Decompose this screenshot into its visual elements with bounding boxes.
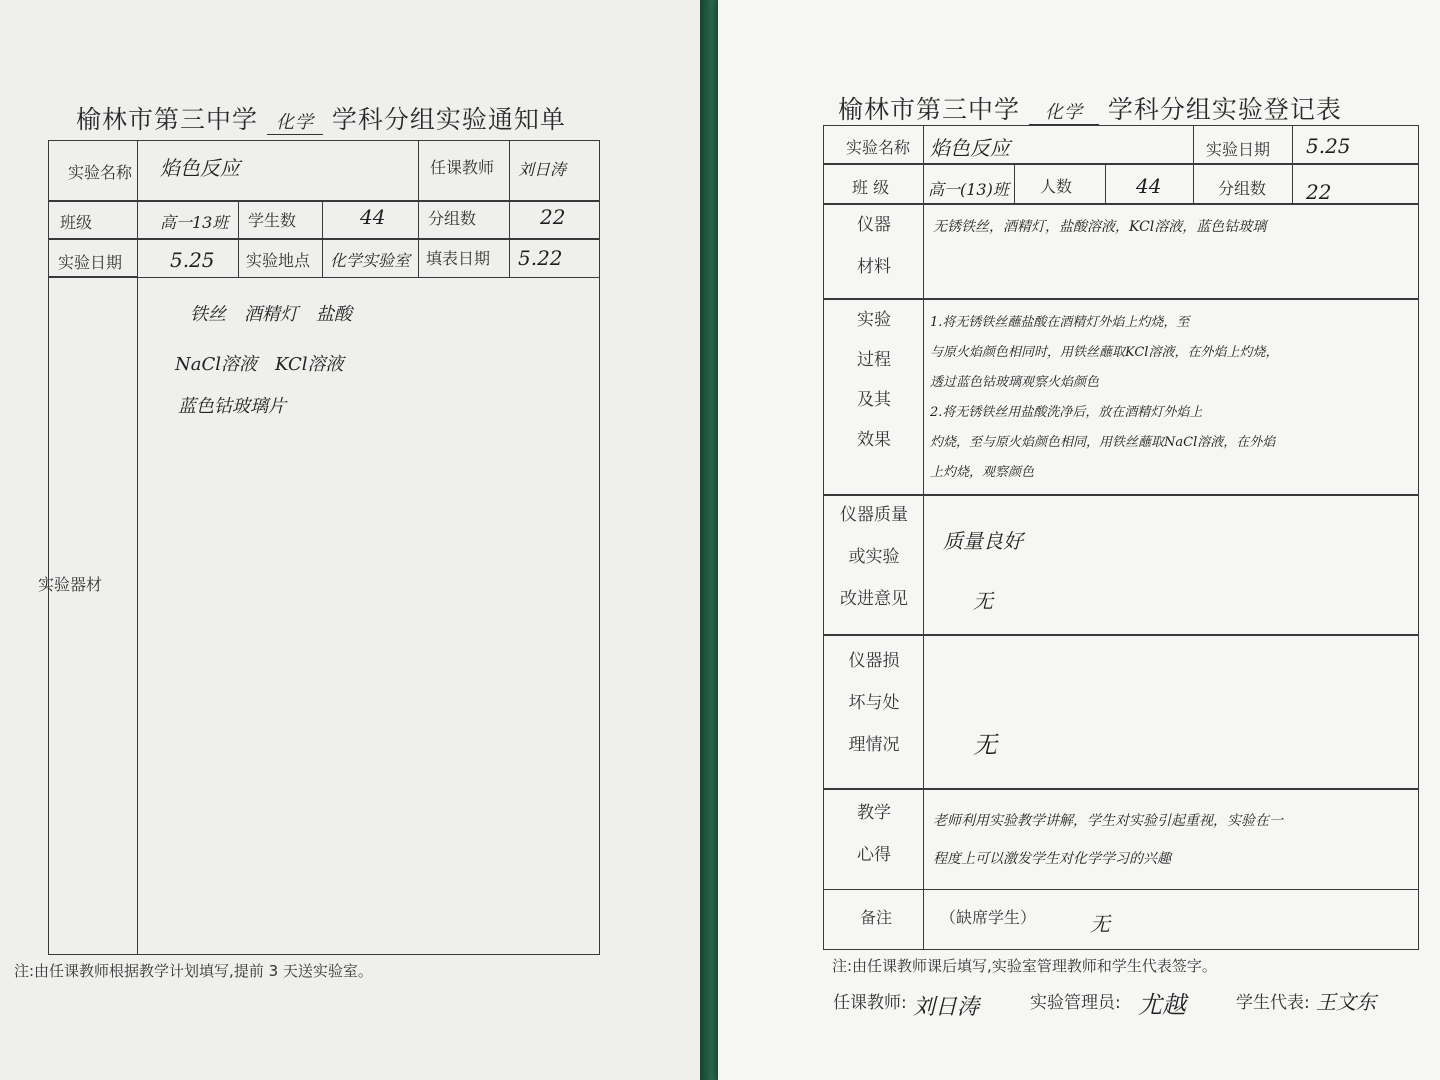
label-line: 过程	[857, 350, 891, 370]
register-form-sheet	[718, 0, 1440, 1080]
label-damage	[824, 640, 924, 766]
label-line: 改进意见	[840, 589, 908, 609]
process-line: 2.将无锈铁丝用盐酸洗净后，放在酒精灯外焰上	[930, 405, 1203, 420]
label-experiment-name: 实验名称	[846, 138, 911, 157]
label-group-count: 分组数	[428, 209, 477, 228]
label-line: 教学	[857, 803, 891, 823]
value-group-count: 22	[540, 205, 566, 229]
label-process	[824, 300, 924, 460]
label-experiment-name: 实验名称	[68, 163, 133, 182]
label-line: 坏与处	[848, 693, 900, 713]
value-teacher: 刘日涛	[518, 160, 567, 179]
title-form-name: 学科分组实验登记表	[1107, 95, 1342, 124]
label-line: 实验	[857, 310, 891, 330]
value-experiment-name: 焰色反应	[930, 136, 1010, 160]
title-school: 榆林市第三中学	[76, 105, 259, 134]
value-class: 高一(13)班	[928, 180, 1009, 199]
admin-signature: 尤越	[1138, 991, 1186, 1019]
label-line: 及其	[857, 390, 891, 410]
label-fill-date: 填表日期	[426, 249, 491, 268]
label-group-count: 分组数	[1218, 179, 1267, 198]
value-teaching	[933, 802, 1413, 878]
value-damage: 无	[973, 731, 997, 759]
label-teacher-signature: 任课教师:	[833, 993, 907, 1013]
process-line: 透过蓝色钴玻璃观察火焰颜色	[930, 375, 1100, 390]
teaching-line: 老师利用实验教学讲解，学生对实验引起重视，实验在一	[933, 813, 1283, 829]
label-equipment: 实验器材	[38, 575, 103, 594]
label-absent-students: （缺席学生）	[940, 908, 1037, 927]
value-location: 化学实验室	[330, 251, 411, 270]
label-line: 效果	[857, 430, 891, 450]
label-class: 班级	[60, 213, 93, 232]
label-line: 仪器	[857, 215, 891, 235]
label-people: 人数	[1040, 177, 1073, 196]
value-experiment-name: 焰色反应	[160, 156, 240, 180]
label-remark: 备注	[860, 908, 893, 927]
label-line: 理情况	[848, 735, 900, 755]
value-quality: 质量良好	[943, 529, 1023, 553]
label-teacher: 任课教师	[430, 158, 495, 177]
col-equipment-label	[48, 276, 138, 955]
label-line: 心得	[857, 845, 891, 865]
teaching-line: 程度上可以激发学生对化学学习的兴趣	[933, 851, 1171, 867]
student-signature: 王文东	[1316, 990, 1376, 1014]
value-experiment-date: 5.25	[1306, 134, 1351, 158]
label-quality	[824, 494, 924, 620]
value-people: 44	[1136, 174, 1162, 198]
footer-note: 注:由任课教师根据教学计划填写,提前 3 天送实验室。	[14, 962, 373, 980]
title-subject: 化学	[267, 108, 323, 135]
equipment-line: NaCl溶液 KCl溶液	[175, 354, 344, 375]
label-student-count: 学生数	[248, 211, 297, 230]
notice-form-sheet	[0, 0, 705, 1080]
equipment-line: 铁丝 酒精灯 盐酸	[190, 304, 352, 325]
label-teaching	[824, 792, 924, 876]
value-instruments: 无锈铁丝，酒精灯，盐酸溶液，KCl溶液，蓝色钴玻璃	[933, 219, 1267, 235]
value-fill-date: 5.22	[518, 246, 563, 270]
value-experiment-date: 5.25	[170, 248, 215, 272]
label-experiment-date: 实验日期	[58, 253, 123, 272]
process-line: 灼烧，至与原火焰颜色相同，用铁丝蘸取NaCl溶液，在外焰	[930, 435, 1276, 450]
label-admin-signature: 实验管理员:	[1030, 993, 1121, 1013]
value-absent-students: 无	[1090, 912, 1110, 936]
value-improvement: 无	[973, 589, 993, 613]
label-line: 仪器质量	[840, 505, 908, 525]
value-process	[930, 308, 1410, 488]
title-subject: 化学	[1029, 98, 1099, 125]
title-school: 榆林市第三中学	[838, 95, 1021, 124]
value-student-count: 44	[360, 205, 386, 229]
process-line: 上灼烧，观察颜色	[930, 465, 1035, 480]
label-location: 实验地点	[246, 251, 311, 270]
footer-note: 注:由任课教师课后填写,实验室管理教师和学生代表签字。	[832, 957, 1217, 975]
label-line: 仪器损	[848, 651, 900, 671]
teacher-signature: 刘日涛	[913, 995, 980, 1020]
label-student-signature: 学生代表:	[1236, 993, 1310, 1013]
label-instruments	[824, 204, 924, 288]
value-group-count: 22	[1306, 180, 1332, 204]
title-form-name: 学科分组实验通知单	[331, 105, 566, 134]
register-form-title	[838, 90, 1342, 126]
process-line: 与原火焰颜色相同时，用铁丝蘸取KCl溶液，在外焰上灼烧，	[930, 345, 1279, 360]
notice-form-title	[76, 100, 566, 136]
equipment-line: 蓝色钴玻璃片	[178, 396, 286, 417]
process-line: 1.将无锈铁丝蘸盐酸在酒精灯外焰上灼烧，至	[930, 315, 1190, 330]
label-experiment-date: 实验日期	[1206, 140, 1271, 159]
value-class: 高一13班	[160, 213, 229, 232]
label-line: 或实验	[848, 547, 900, 567]
label-class: 班 级	[852, 178, 890, 197]
label-line: 材料	[857, 257, 891, 277]
